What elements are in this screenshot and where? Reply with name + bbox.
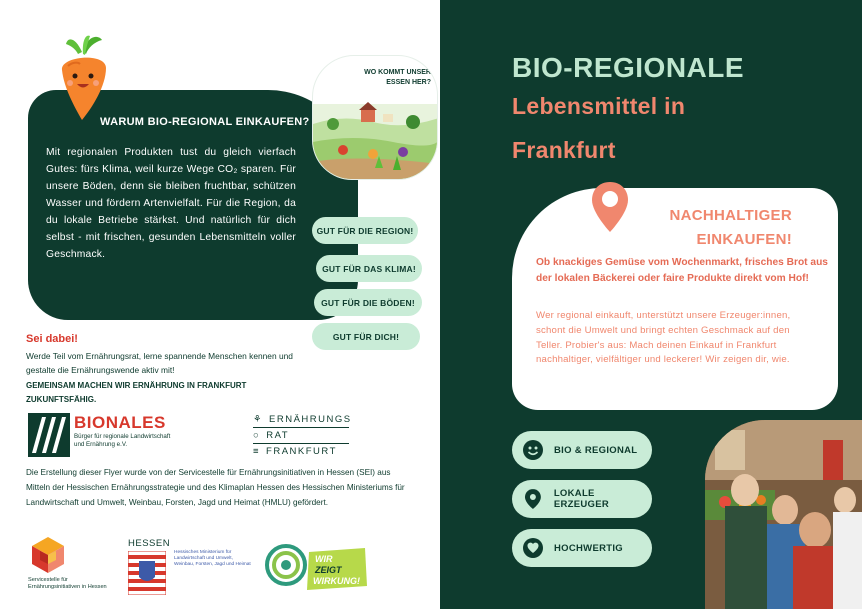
feature-label: HOCHWERTIG	[554, 542, 623, 554]
pill-region: GUT FÜR DIE REGION!	[312, 217, 418, 244]
bionales-name: BIONALES	[74, 413, 166, 432]
feature-label: BIO & REGIONAL	[554, 444, 638, 456]
circle-icon: ○	[253, 429, 261, 441]
right-page	[440, 0, 862, 609]
er-row-2	[253, 428, 289, 442]
er-line-2: RAT	[266, 429, 290, 441]
sprout-icon: ⚘	[253, 413, 264, 425]
wir-line-3: WIRKUNG!	[313, 576, 360, 586]
pill-klima: GUT FÜR DAS KLIMA!	[316, 255, 422, 282]
sei-logo-text: Servicestelle für Ernährungsinitiativen in Hessen	[28, 577, 107, 590]
hessen-logo	[128, 538, 251, 600]
er-line-3: FRANKFURT	[266, 445, 337, 457]
wir-badge	[305, 548, 369, 590]
feature-bio-regional	[512, 431, 652, 469]
bionales-logo	[28, 413, 171, 459]
hessen-crest-icon	[128, 551, 166, 595]
card-heading-2: EINKAUFEN!	[696, 231, 792, 248]
sei-logo	[28, 535, 108, 601]
location-pin-icon	[522, 488, 544, 510]
farm-bubble	[312, 55, 438, 180]
smiley-icon	[522, 439, 544, 461]
wir-line-2: ZEIGT	[315, 565, 342, 575]
pill-boeden: GUT FÜR DIE BÖDEN!	[314, 289, 422, 316]
heart-icon	[522, 537, 544, 559]
wir-line-1: WIR	[315, 554, 333, 564]
bionales-sub: Bürger für regionale Landwirtschaft und Ernährung e.V.	[74, 433, 171, 448]
er-row-1	[253, 412, 352, 426]
market-photo	[705, 420, 862, 609]
join-title: Sei dabei!	[26, 333, 78, 345]
sei-cube-icon	[30, 535, 66, 575]
card-heading-1: NACHHALTIGER	[669, 207, 792, 224]
title-line-1: BIO-REGIONALE	[512, 52, 745, 83]
title-line-2: Lebensmittel in	[512, 93, 686, 119]
wir-zeigt-wirkung-logo	[265, 540, 375, 600]
location-pin-icon	[590, 180, 630, 234]
join-bold: GEMEINSAM MACHEN WIR ERNÄHRUNG IN FRANKFURT ZUKUNFTSFÄHIG.	[26, 381, 247, 404]
card-body: Wer regional einkauft, unterstützt unsere Erzeuger:innen, schont die Umwelt und bringt echten Geschmack auf den Teller. Probier's aus: Mach deinen Einkauf in Frankfurt nachhaltiger, vielfältiger und leckerer! Wir zeigen dir, wie.	[536, 310, 791, 366]
carrot-mascot-icon	[48, 34, 118, 124]
bubble-question: WO KOMMT UNSER ESSEN HER?	[364, 69, 431, 86]
lines-icon: ≡	[253, 445, 261, 457]
pill-dich: GUT FÜR DICH!	[312, 323, 420, 350]
hessen-name: HESSEN	[128, 538, 171, 549]
title-line-3: Frankfurt	[512, 137, 616, 163]
join-text: Werde Teil vom Ernährungsrat, lerne spannende Menschen kennen und gestalte die Ernährungswende aktiv mit!	[26, 351, 293, 375]
funding-text: Die Erstellung dieser Flyer wurde von der Servicestelle für Ernährungsinitiativen in Hessen (SEI) aus Mitteln der Hessischen Ernährungsstrategie und des Klimaplan Hessen des Hessischen Ministeriums für Landwirtschaft und Umwelt, Weinbau, Forsten, Jagd und Heimat (HMLU) gefördert.	[26, 468, 405, 507]
card-heading	[636, 204, 792, 252]
er-row-3	[253, 444, 337, 458]
feature-hochwertig	[512, 529, 652, 567]
ernaehrungsrat-logo	[253, 412, 353, 458]
why-title: WARUM BIO-REGIONAL EINKAUFEN?	[100, 116, 310, 128]
hessen-sub: Hessisches Ministerium für Landwirtschaft und Umwelt, Weinbau, Forsten, Jagd und Heimat	[174, 550, 251, 567]
er-line-1: ERNÄHRUNGS	[269, 413, 352, 425]
feature-label: LOKALE ERZEUGER	[553, 488, 610, 510]
feature-lokale-erzeuger	[512, 480, 652, 518]
why-text: Mit regionalen Produkten tust du gleich vierfach Gutes: fürs Klima, weil kurze Wege CO₂ sparen. Für unsere Böden, denn sie bleiben fruchtbar, schützen Wasser und fördern Artenvielfalt. Für die Region, da du lokale Betriebe stärkst. Und natürlich für dich selbst - mit frischen, gesunden Lebensmitteln voller Geschmack.	[46, 147, 296, 260]
bionales-mark-icon	[28, 413, 70, 457]
target-icon	[265, 544, 307, 586]
farm-illustration	[313, 84, 438, 180]
card-intro: Ob knackiges Gemüse vom Wochenmarkt, frisches Brot aus der lokalen Bäckerei oder faire Produkte direkt vom Hof!	[536, 257, 828, 284]
